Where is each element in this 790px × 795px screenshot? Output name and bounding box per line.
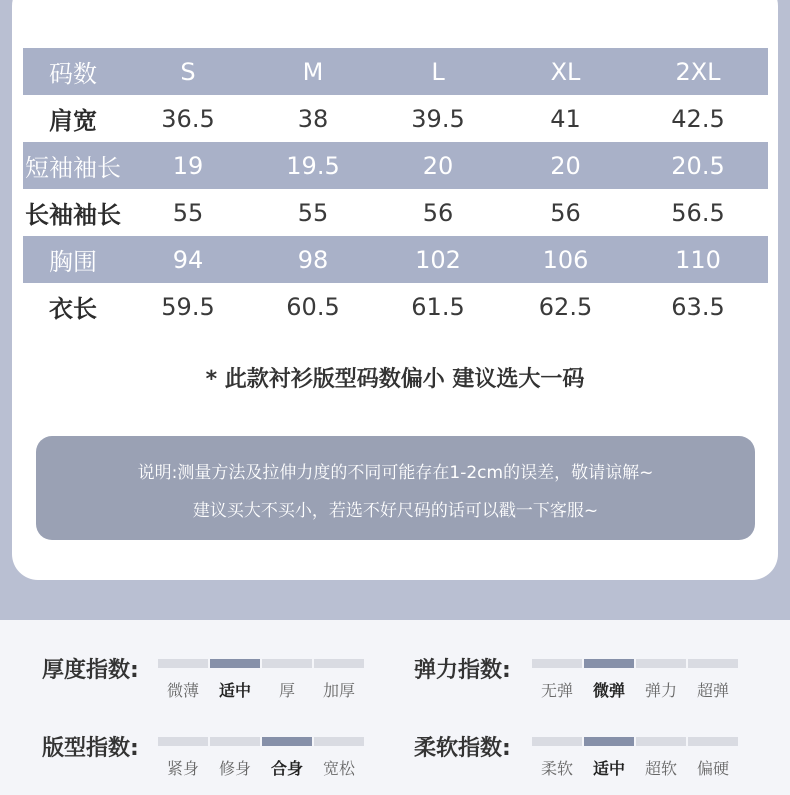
table-cell: 36.5 xyxy=(161,104,215,133)
explanation-line-1: 说明:测量方法及拉伸力度的不同可能存在1-2cm的误差，敬请谅解~ xyxy=(137,463,654,483)
table-cell: 110 xyxy=(675,245,721,274)
table-cell: 98 xyxy=(297,245,329,274)
header-cell: 码数 xyxy=(49,60,97,88)
scale-option: 超软 xyxy=(636,737,686,746)
scale-option: 宽松 xyxy=(314,737,364,746)
softness-index xyxy=(414,735,754,795)
header-cell: L xyxy=(431,57,445,86)
table-cell: 39.5 xyxy=(411,104,465,133)
elasticity-index xyxy=(414,657,754,717)
table-cell: 55 xyxy=(172,198,204,227)
scale-option: 加厚 xyxy=(314,659,364,668)
table-cell: 56 xyxy=(422,198,454,227)
table-cell: 42.5 xyxy=(671,104,725,133)
table-row xyxy=(23,236,768,283)
row-label: 长袖袖长 xyxy=(25,201,121,229)
scale-option: 微弹 xyxy=(584,659,634,668)
index-label: 版型指数: xyxy=(42,736,139,761)
header-cell: XL xyxy=(550,57,581,86)
explanation-line-2: 建议买大不买小，若选不好尺码的话可以戳一下客服~ xyxy=(192,501,599,521)
table-cell: 41 xyxy=(550,104,581,133)
table-cell: 61.5 xyxy=(411,292,465,321)
table-cell: 20.5 xyxy=(671,151,725,180)
header-cell: M xyxy=(302,57,324,86)
table-cell: 94 xyxy=(172,245,204,274)
table-row xyxy=(23,142,768,189)
scale-option: 紧身 xyxy=(158,737,208,746)
thickness-index xyxy=(42,657,382,717)
table-cell: 63.5 xyxy=(671,292,725,321)
table-cell: 62.5 xyxy=(538,292,593,321)
scale-option: 偏硬 xyxy=(688,737,738,746)
table-cell: 55 xyxy=(297,198,329,227)
scale-option: 柔软 xyxy=(532,737,582,746)
header-cell: S xyxy=(180,57,196,86)
scale-option: 修身 xyxy=(210,737,260,746)
row-label: 肩宽 xyxy=(49,107,97,135)
table-cell: 60.5 xyxy=(286,292,340,321)
scale-option: 适中 xyxy=(210,659,260,668)
table-cell: 20 xyxy=(550,151,581,180)
size-table xyxy=(23,48,768,330)
scale-option: 弹力 xyxy=(636,659,686,668)
table-cell: 19 xyxy=(172,151,204,180)
table-cell: 59.5 xyxy=(161,292,215,321)
table-cell: 56.5 xyxy=(671,198,725,227)
row-label: 胸围 xyxy=(49,248,97,276)
index-label: 柔软指数: xyxy=(414,736,511,761)
header-cell: 2XL xyxy=(675,57,721,86)
table-cell: 102 xyxy=(415,245,461,274)
scale-option: 微薄 xyxy=(158,659,208,668)
scale-option: 合身 xyxy=(262,737,312,746)
row-label: 衣长 xyxy=(49,295,97,323)
size-table-header-row xyxy=(23,48,768,95)
scale-option: 无弹 xyxy=(532,659,582,668)
fit-index xyxy=(42,735,382,795)
scale-option: 超弹 xyxy=(688,659,738,668)
table-cell: 106 xyxy=(542,245,589,274)
row-label: 短袖袖长 xyxy=(25,154,121,182)
table-cell: 20 xyxy=(422,151,454,180)
table-cell: 56 xyxy=(550,198,581,227)
table-cell: 19.5 xyxy=(286,151,340,180)
table-row xyxy=(23,283,768,330)
table-row xyxy=(23,189,768,236)
table-cell: 38 xyxy=(297,104,329,133)
explanation-box xyxy=(36,436,755,540)
table-row xyxy=(23,95,768,142)
scale-option: 厚 xyxy=(262,659,312,668)
index-label: 厚度指数: xyxy=(42,658,139,683)
index-label: 弹力指数: xyxy=(414,658,511,683)
scale-option: 适中 xyxy=(584,737,634,746)
size-note: * 此款衬衫版型码数偏小 建议选大一码 xyxy=(205,367,585,392)
